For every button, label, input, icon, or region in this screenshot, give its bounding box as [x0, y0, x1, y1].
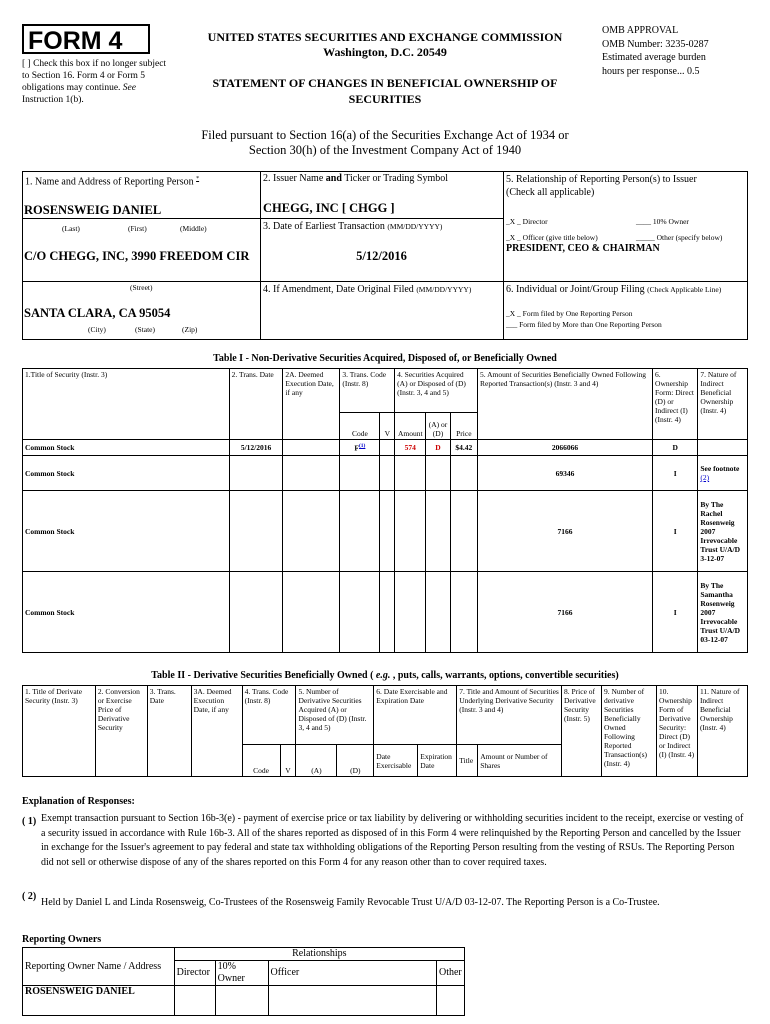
reporting-person-name: ROSENSWEIG DANIEL	[24, 203, 162, 217]
reporting-owners-table: Reporting Owner Name / Address Relationships Director 10% Owner Officer Other ROSENSWEIG DANIEL	[22, 947, 465, 1016]
issuer-name: CHEGG, INC [ CHGG ]	[263, 201, 395, 215]
filed-pursuant: Filed pursuant to Section 16(a) of the Securities Exchange Act of 1934 or Section 30(h) of the Investment Company Act of 1940	[201, 128, 569, 157]
footnote-2-text: Held by Daniel L and Linda Rosensweig, Co-Trustees of the Rosensweig Family Revocable Trust U/A/D 03-12-07. The Reporting Person is a Co-Trustee.	[41, 897, 660, 908]
box5-label: 5. Relationship of Reporting Person(s) to Issuer (Check all applicable)	[506, 174, 697, 198]
agency-city: Washington, D.C. 20549	[323, 45, 447, 59]
table-row: Common Stock 5/12/2016 $F^{(1)}$ 574 D $4.42 2066066 D	[23, 440, 748, 456]
ten-percent-check: ____ 10% Owner	[636, 217, 689, 226]
explanation-heading: Explanation of Responses:	[22, 796, 135, 807]
table-row: Common Stock 69346 I See footnote (2)	[23, 456, 748, 491]
table-row: Common Stock 7166 I By The Samantha Rosenweig 2007 Irrevocable Trust U/A/D 03-12-07	[23, 572, 748, 653]
reporting-owners-heading: Reporting Owners	[22, 934, 102, 945]
officer-check: _X _ Officer (give title below)	[506, 233, 598, 242]
table-row: ROSENSWEIG DANIEL	[23, 986, 465, 1016]
checkbox-note: [ ] Check this box if no longer subject to Section 16. Form 4 or Form 5 obligations may continue. See Instruction 1(b).	[22, 59, 167, 105]
box4-label: 4. If Amendment, Date Original Filed (MM/DD/YYYY)	[263, 284, 472, 295]
filing-option-1: _X _ Form filed by One Reporting Person	[506, 309, 633, 318]
footnote-1-mark: ( 1)	[22, 816, 37, 827]
footnote-link[interactable]: (2)	[700, 473, 710, 482]
table2-title: Table II - Derivative Securities Beneficially Owned ( e.g. , puts, calls, warrants, options, convertible securities)	[151, 670, 619, 681]
omb-box: OMB APPROVAL OMB Number: 3235-0287 Estimated average burden hours per response... 0.5	[602, 25, 709, 77]
statement-title: STATEMENT OF CHANGES IN BENEFICIAL OWNERSHIP OF SECURITIES	[212, 76, 558, 106]
filing-option-2: ___ Form filed by More than One Reporting Person	[506, 320, 662, 329]
footnote-2-mark: ( 2)	[22, 891, 37, 902]
box6-label: 6. Individual or Joint/Group Filing (Check Applicable Line)	[506, 284, 722, 295]
footnote-link[interactable]: (1)	[358, 443, 366, 450]
footnote-1-text: Exempt transaction pursuant to Section 16b-3(e) - payment of exercise price or tax liability by delivering or withholding securities incident to the receipt, exercise or vesting of a security issued in accordance with Rule 16b-3. All of the shares reported as disposed of in this Form 4 were relinquished by the Reporting Person and cancelled by the Issuer in exchange for the Issuer's agreement to pay federal and state tax withholding obligations of the Reporting Person resulting from the vesting of RSUs. The Reporting Person did not sell or otherwise dispose of any of the shares reported on this Form 4 for any reason other than to cover required taxes.	[41, 813, 744, 868]
box3-label: 3. Date of Earliest Transaction (MM/DD/YYYY)	[263, 221, 443, 232]
table1: 1.Title of Security (Instr. 3) 2. Trans. Date 2A. Deemed Execution Date, if any 3. Trans. Code (Instr. 8) 4. Securities Acquired (A) or Disposed of (D) (Instr. 3, 4 and 5) 5. Amount of Securities Beneficially Owned Following Reported Transaction(s) (Instr. 3 and 4) 6. Ownership Form: Direct (D) or Indirect (I) (Instr. 4) 7. Nature of Indirect Beneficial Ownership (Instr. 4) Code V Amount (A) or (D) Price Common Stock 5/12/2016 $F^{(1)}$ 574 D $4.42 2066066 D Common Stock 69346 I See footnote (2) Common Stock 7166 I By The Rachel Rosenweig 2007 Irrevocable Trust U/A/D 3-12-07 Common Stock 7166 I By The Samantha Rosenweig 2007 Irrevocable Trust U/A/D 03-12-07	[22, 368, 748, 653]
street-value: C/O CHEGG, INC, 3990 FREEDOM CIR	[24, 249, 250, 263]
director-check: _X _ Director	[506, 217, 548, 226]
city-value: SANTA CLARA, CA 95054	[24, 306, 171, 320]
form-title: FORM 4	[22, 24, 150, 54]
table1-title: Table I - Non-Derivative Securities Acquired, Disposed of, or Beneficially Owned	[213, 353, 557, 364]
box1-label: 1. Name and Address of Reporting Person *	[25, 176, 200, 188]
table2: 1. Title of Derivate Security (Instr. 3) 2. Conversion or Exercise Price of Derivative Security 3. Trans. Date 3A. Deemed Execution Date, if any 4. Trans. Code (Instr. 8) 5. Number of Derivative Securities Acquired (A) or Disposed of (D) (Instr. 3, 4 and 5) 6. Date Exercisable and Expiration Date 7. Title and Amount of Securities Underlying Derivative Security (Instr. 3 and 4) 8. Price of Derivative Security (Instr. 5) 9. Number of derivative Securities Beneficially Owned Following Reported Transaction(s) (Instr. 4) 10. Ownership Form of Derivative Security: Direct (D) or Indirect (I) (Instr. 4) 11. Nature of Indirect Beneficial Ownership (Instr. 4) Code V (A) (D) Date Exercisable Expiration Date Title Amount or Number of Shares	[22, 685, 748, 777]
box2-label: 2. Issuer Name and Ticker or Trading Symbol	[263, 173, 449, 184]
earliest-transaction-date: 5/12/2016	[356, 249, 407, 263]
officer-title: PRESIDENT, CEO & CHAIRMAN	[506, 243, 660, 254]
other-check: _____ Other (specify below)	[636, 233, 723, 242]
table-row: Common Stock 7166 I By The Rachel Rosenweig 2007 Irrevocable Trust U/A/D 3-12-07	[23, 491, 748, 572]
agency-name: UNITED STATES SECURITIES AND EXCHANGE COMMISSION	[207, 30, 563, 44]
